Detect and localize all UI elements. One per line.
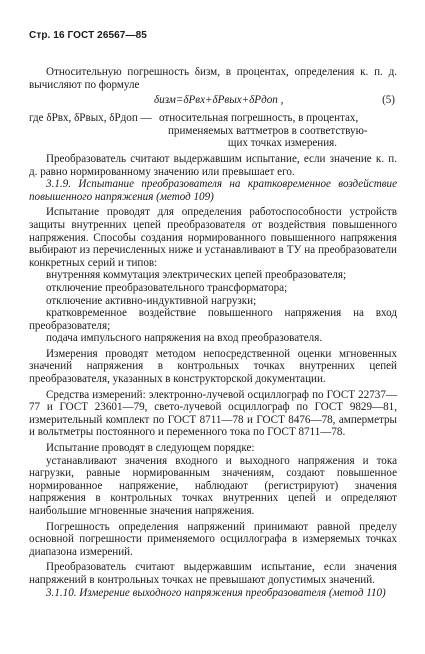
- legend-line-1: относительная погрешность, в процентах,: [159, 112, 359, 125]
- paragraph-test-steps: устанавливают значения входного и выходного напряжения и тока нагрузки, равные нормированным значениям, создают повышенное нормированное напряжение, наблюдают (регистрируют) значения напряжения в контрольных точках внутренних цепей и определяют наибольшие мгновенные значения напряжения.: [29, 454, 397, 517]
- paragraph-measurement-method: Измерения проводят методом непосредственной оценки мгновенных значений напряжения в контрольных точках внутренних цепей преобразователя, указанных в конструкторской документации.: [29, 347, 397, 386]
- legend-line-3: щих точках измерения.: [227, 137, 338, 150]
- paragraph-efficiency-pass: Преобразователь считают выдержавшим испытание, если значение к. п. д. равно нормированному значению или превышает его.: [29, 152, 397, 178]
- paragraph-error-intro: Относительную погрешность δизм, в процентах, определения к. п. д. вычисляют по формуле: [29, 66, 397, 91]
- list-item: отключение преобразовательного трансформатора;: [46, 281, 288, 294]
- list-item: подача импульсного напряжения на вход преобразователя.: [46, 332, 323, 345]
- paragraph-test-order: Испытание проводят в следующем порядке:: [46, 442, 255, 455]
- list-item: отключение активно-индуктивной нагрузки;: [46, 294, 257, 307]
- document-body: [29, 66, 397, 599]
- paragraph-test-purpose: Испытание проводят для определения работоспособности устройств защиты внутренних цепей преобразователя от воздействия повышенного напряжения. Способы создания нормированного повышенного напряжения выбирают из перечисленных ниже и устанавливают в ТУ на преобразователи конкретных серий и типов:: [29, 206, 397, 269]
- legend-line-2: применяемых ваттметров в соответствую-: [168, 124, 368, 137]
- list-item: внутренняя коммутация электрических цепей преобразователя;: [46, 269, 347, 282]
- formula-legend-description: [159, 112, 397, 150]
- formula-legend: [29, 112, 397, 150]
- paragraph-voltage-pass: Преобразователь считают выдержавшим испытание, если значения напряжений в контрольных точках не превышают допустимых значений.: [29, 561, 397, 586]
- formula-number: (5): [382, 94, 395, 107]
- formula-legend-symbols: где δPвх, δPвых, δPдоп —: [29, 112, 152, 125]
- page-header: Стр. 16 ГОСТ 26567—85: [29, 30, 147, 41]
- list-item: кратковременное воздействие повышенного напряжения на вход преобразователя;: [29, 307, 397, 332]
- formula-expression: δизм=δPвх+δPвых+δPдоп ,: [154, 94, 284, 107]
- paragraph-voltage-error: Погрешность определения напряжений принимают равной пределу основной погрешности применяемого осциллографа в измеряемых точках диапазона измерений.: [29, 520, 397, 558]
- section-heading-3-1-9: 3.1.9. Испытание преобразователя на кратковременное воздействие повышенного напряжения (метод 109): [29, 178, 397, 203]
- paragraph-measurement-tools: Средства измерений: электронно-лучевой осциллограф по ГОСТ 22737—77 и ГОСТ 23601—79, свето-лучевой осциллограф по ГОСТ 9829—81, измерительный комплект по ГОСТ 8711—78 и ГОСТ 8476—78, амперметры и вольтметры постоянного и переменного тока по ГОСТ 8711—78.: [29, 388, 397, 439]
- section-heading-3-1-10: 3.1.10. Измерение выходного напряжения преобразователя (метод 110): [46, 586, 386, 599]
- formula-5: [29, 93, 397, 109]
